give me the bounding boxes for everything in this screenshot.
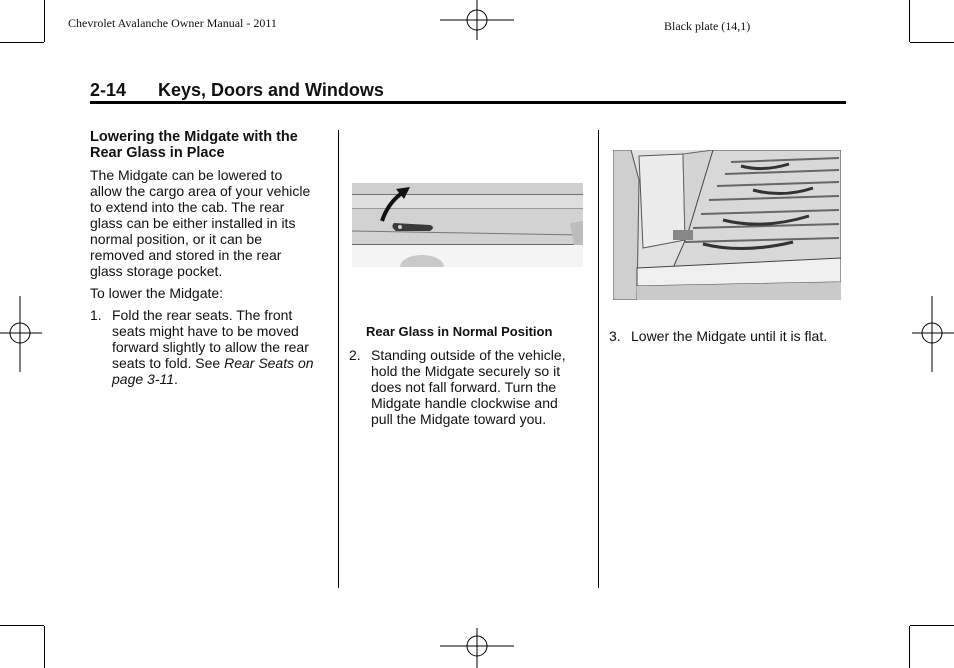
section-heading [90,80,384,101]
column-3 [609,328,849,350]
intro-paragraph: The Midgate can be lowered to allow the cargo area of your vehicle to extend into the cab. The rear glass can be either installed in its normal position, or it can be removed and stored in the rear glass storage pocket. [90,167,311,279]
plate-label: Black plate (14,1) [664,19,751,33]
registration-mark-top [440,0,516,42]
cross-reference-link[interactable]: Rear Seats on [224,355,314,371]
step-number: 1. [90,307,102,323]
manual-title: Chevrolet Avalanche Owner Manual - 2011 [68,16,277,30]
lead-in-text: To lower the Midgate: [90,285,224,301]
column-divider-2 [598,130,599,588]
step-3: 3. Lower the Midgate until it is flat. [609,328,828,344]
step-number: 3. [609,328,621,344]
midgate-lowered-figure [613,150,841,300]
cross-reference-page[interactable]: page 3-11 [112,371,175,387]
step-1: 1. Fold the rear seats. The front seats might have to be moved forward slightly to allow the rear seats to fold. See Rear Seats on page 3-11. [90,307,314,387]
column-2 [349,347,589,433]
figure-caption: Rear Glass in Normal Position [366,324,553,339]
column-1 [90,129,335,393]
registration-mark-left [0,296,42,372]
registration-mark-bottom [440,628,516,668]
column-divider-1 [338,130,339,588]
subheading: Lowering the Midgate with the Rear Glass in Place [90,129,298,161]
step-2: 2. Standing outside of the vehicle, hold the Midgate securely so it does not fall forward. Turn the Midgate handle clockwise and pull the Midgate toward you. [349,347,566,427]
section-title: Keys, Doors and Windows [158,80,384,100]
registration-mark-right [912,296,954,372]
rear-glass-figure [352,183,583,267]
section-number: 2-14 [90,80,127,100]
step-number: 2. [349,347,361,363]
section-rule [90,101,846,104]
